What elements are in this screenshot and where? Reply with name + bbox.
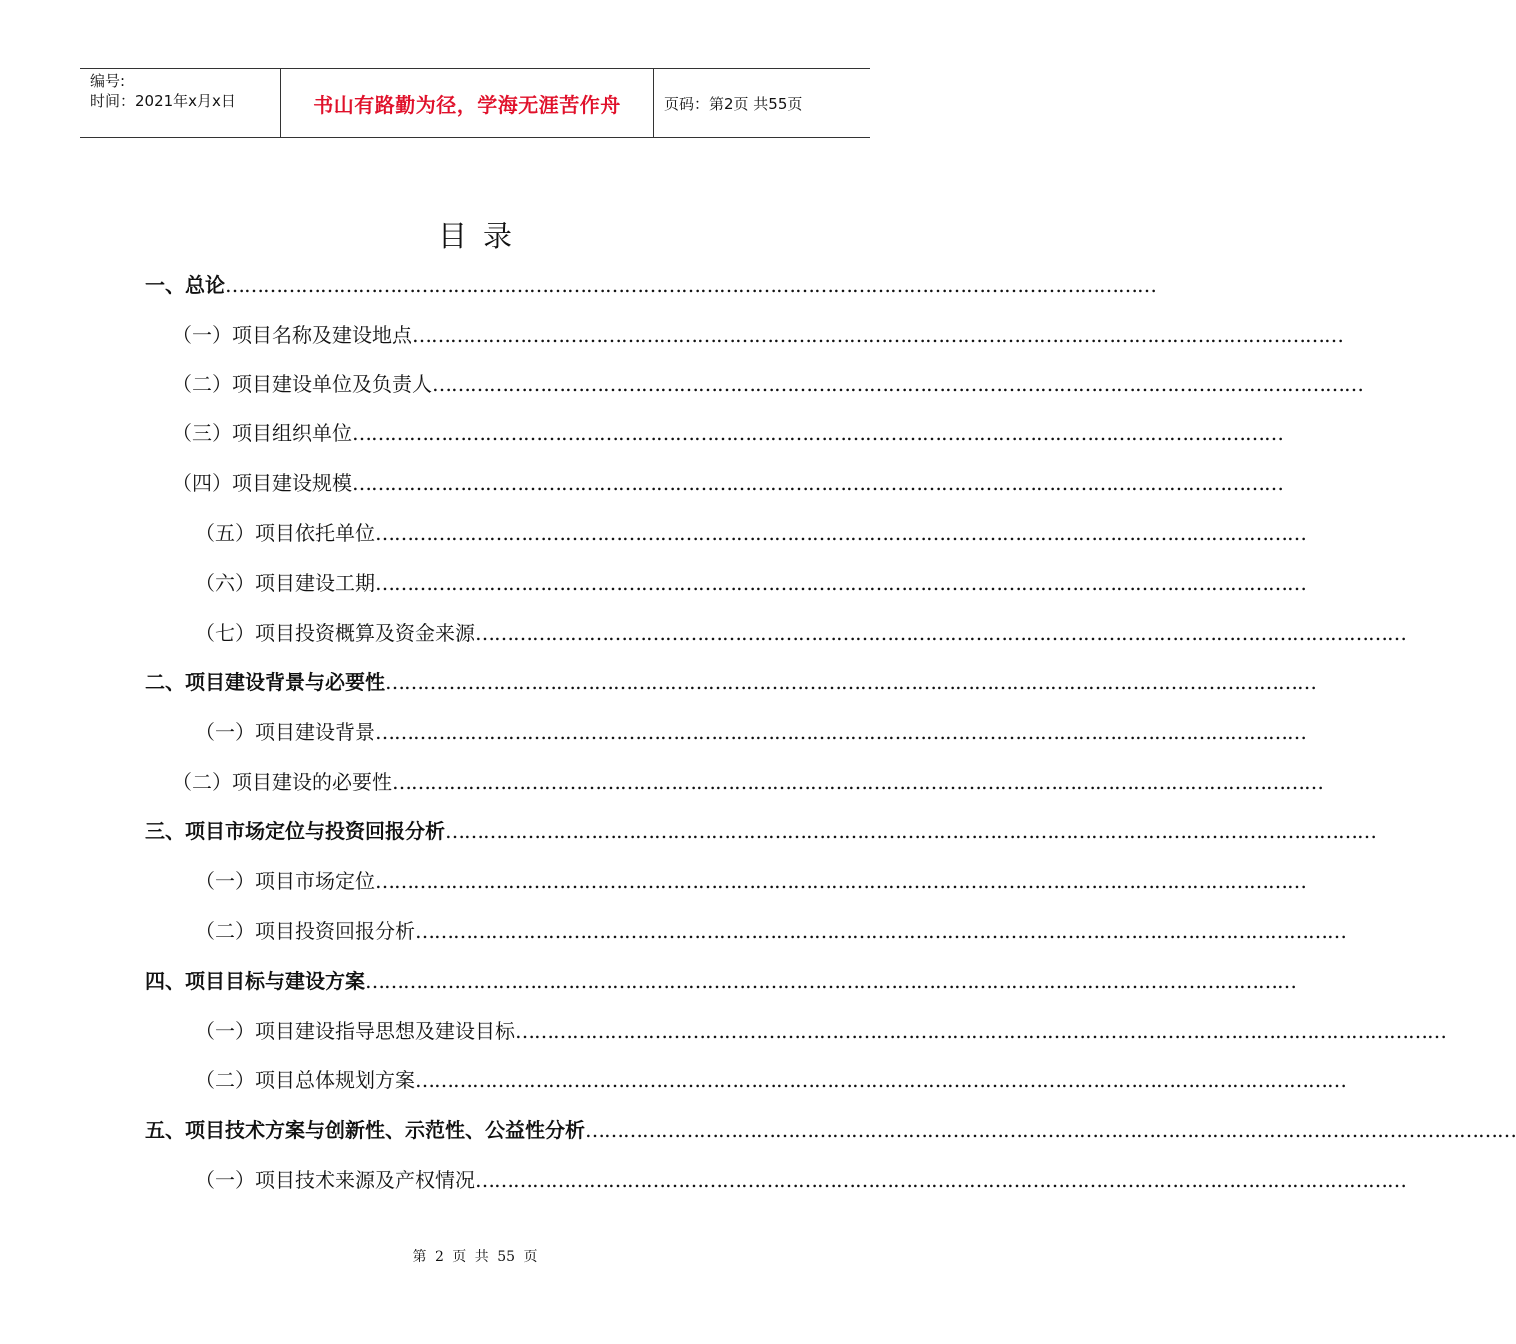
toc-entry-label: 二、项目建设背景与必要性	[145, 670, 385, 694]
toc-entry[interactable]	[195, 866, 1306, 896]
doc-number-label: 编号:	[90, 72, 126, 90]
toc-entry-label: （一）项目建设背景	[195, 720, 375, 744]
toc-entry[interactable]	[195, 916, 1346, 946]
toc-leader-dots: …………………………………………………………………………………………………………………………………	[475, 621, 1406, 645]
toc-entry-label: （六）项目建设工期	[195, 571, 375, 595]
toc-leader-dots: …………………………………………………………………………………………………………………………………	[375, 720, 1306, 744]
toc-entry[interactable]	[172, 320, 1343, 350]
toc-leader-dots: …………………………………………………………………………………………………………………………………	[375, 571, 1306, 595]
toc-entry[interactable]	[172, 418, 1283, 448]
toc-entry[interactable]	[195, 1165, 1406, 1195]
toc-entry[interactable]	[145, 1115, 1516, 1145]
toc-entry-label: （一）项目技术来源及产权情况	[195, 1168, 475, 1192]
toc-entry-label: （一）项目市场定位	[195, 869, 375, 893]
toc-entry[interactable]	[145, 966, 1296, 996]
toc-entry-label: 五、项目技术方案与创新性、示范性、公益性分析	[145, 1118, 585, 1142]
toc-entry-label: 三、项目市场定位与投资回报分析	[145, 819, 445, 843]
toc-entry-label: （二）项目建设单位及负责人	[172, 372, 432, 396]
toc-entry-label: 一、总论	[145, 273, 225, 297]
toc-entry-label: （三）项目组织单位	[172, 421, 352, 445]
header-left-cell	[80, 69, 281, 137]
toc-entry-label: （二）项目投资回报分析	[195, 919, 415, 943]
toc-entry-label: （一）项目名称及建设地点	[172, 323, 412, 347]
toc-entry[interactable]	[195, 568, 1306, 598]
toc-leader-dots: …………………………………………………………………………………………………………………………………	[352, 471, 1283, 495]
toc-entry[interactable]	[145, 270, 1156, 300]
toc-leader-dots: …………………………………………………………………………………………………………………………………	[385, 670, 1316, 694]
toc-entry-label: 四、项目目标与建设方案	[145, 969, 365, 993]
header-motto-cell	[281, 69, 654, 137]
toc-entry-label: （七）项目投资概算及资金来源	[195, 621, 475, 645]
toc-leader-dots: …………………………………………………………………………………………………………………………………	[415, 1068, 1346, 1092]
header-page-info: 页码：第2页 共55页	[664, 94, 803, 113]
toc-entry-label: （一）项目建设指导思想及建设目标	[195, 1019, 515, 1043]
toc-entry[interactable]	[172, 369, 1363, 399]
toc-leader-dots: …………………………………………………………………………………………………………………………………	[432, 372, 1363, 396]
toc-entry-label: （四）项目建设规模	[172, 471, 352, 495]
header-page-cell	[654, 69, 870, 137]
toc-title: 目录	[437, 219, 528, 253]
toc-entry[interactable]	[195, 618, 1406, 648]
toc-leader-dots: …………………………………………………………………………………………………………………………………	[352, 421, 1283, 445]
toc-leader-dots: …………………………………………………………………………………………………………………………………	[375, 521, 1306, 545]
toc-entry[interactable]	[172, 468, 1283, 498]
toc-leader-dots: …………………………………………………………………………………………………………………………………	[225, 273, 1156, 297]
toc-leader-dots: …………………………………………………………………………………………………………………………………	[375, 869, 1306, 893]
toc-entry[interactable]	[195, 717, 1306, 747]
page-header	[80, 68, 870, 138]
toc-entry[interactable]	[195, 1016, 1446, 1046]
toc-leader-dots: …………………………………………………………………………………………………………………………………	[415, 919, 1346, 943]
toc-entry[interactable]	[172, 767, 1323, 797]
toc-entry[interactable]	[145, 816, 1376, 846]
toc-entry-label: （五）项目依托单位	[195, 521, 375, 545]
toc-leader-dots: …………………………………………………………………………………………………………………………………	[475, 1168, 1406, 1192]
toc-entry-label: （二）项目总体规划方案	[195, 1068, 415, 1092]
toc-leader-dots: …………………………………………………………………………………………………………………………………	[585, 1118, 1516, 1142]
toc-leader-dots: …………………………………………………………………………………………………………………………………	[515, 1019, 1446, 1043]
toc-entry[interactable]	[195, 518, 1306, 548]
toc-leader-dots: …………………………………………………………………………………………………………………………………	[365, 969, 1296, 993]
toc-entry-label: （二）项目建设的必要性	[172, 770, 392, 794]
toc-leader-dots: …………………………………………………………………………………………………………………………………	[392, 770, 1323, 794]
header-motto: 书山有路勤为径，学海无涯苦作舟	[313, 92, 621, 117]
toc-entry[interactable]	[195, 1065, 1346, 1095]
toc-leader-dots: …………………………………………………………………………………………………………………………………	[412, 323, 1343, 347]
toc-entry[interactable]	[145, 667, 1316, 697]
doc-time-label: 时间：2021年x月x日	[90, 92, 236, 110]
page-footer: 第 2 页 共 55 页	[412, 1249, 538, 1265]
toc-leader-dots: …………………………………………………………………………………………………………………………………	[445, 819, 1376, 843]
